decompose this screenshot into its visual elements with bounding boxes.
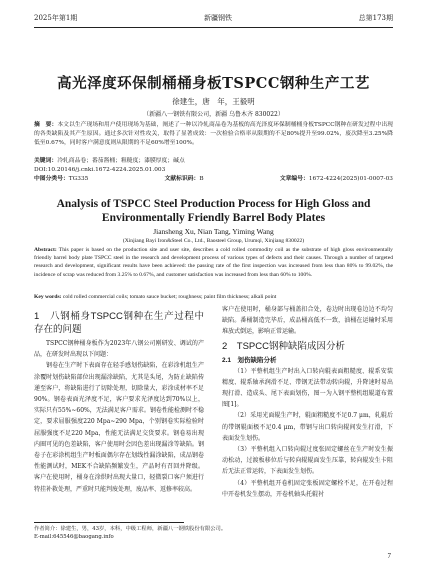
footnote-rule [34, 522, 184, 523]
paragraph: TSPCC钢种桶身板作为2023年八钢公司刚研发、调试的产品，在研发时出现以下问题： [34, 340, 204, 359]
paragraph: （2）采用光面辊生产时，辊面粗糙度不足0.7 μm，轧辊后的带钢辊面极不足0.4 μm，带钢与出口转向辊间发生打滑，下表面发生划伤。 [222, 412, 393, 442]
author-email: E-mail:645546@baogang.info [34, 534, 114, 540]
en-abstract-text: This paper is based on the production site and user site, describes a cold rolled commodity coil as the substrate of high gloss environmentally friendly barrel body plate TSPCC steel in the research and development process of various types of defects and their causes. Through a number of targeted research and development, significant results have been achieved: the passing rate of the first inspection was increased from less than 80% to 99.02%, the incidence of scrap was reduced from 3.25% to 0.67%, and customer satisfaction was increased from less than 60% to 100%. [34, 247, 393, 278]
english-keywords [34, 293, 393, 301]
header-total-issue: 总第173期 [358, 14, 393, 22]
chinese-abstract [34, 121, 393, 148]
document-code: 文献标识码：B [164, 176, 204, 182]
section-heading-2: 2 TSPCC钢种缺陷成因分析 [222, 340, 345, 352]
en-keywords-text: cold rolled commercial coils; tomato sauce bucket; roughness; paint film thickness; alkali point [62, 294, 277, 300]
chinese-title: 高光泽度环保制桶桶身板TSPCC钢种生产工艺 [57, 75, 370, 92]
paragraph: 钢卷在生产时下表面存在轻手感划伤缺陷，在彩涂机组生产涂覆时划伤缺陷部位出现漏涂缺陷，尤其是头尾，为防止缺陷传递至客户，将缺陷进行了切除处理，切除量大，彩涂成材率不足90%。钢卷表面光泽度不足，客户要求光泽度达到70%以上，实际只有55%~60%，无法满足客户需求。钢卷性能检测时不稳定，要求屈服强度220 Mpa~290 Mpa，个别钢卷实际检验时屈服强度不足220 Mpa，性能无法满足交货要求。钢卷易出现内圈可见的色差缺陷，客户使用时会因色差出现漏涂等缺陷。钢卷子在彩涂机组生产时板面偶尔存在划线性漏涂缺陷，成品钢卷性能测试时，MEK不合缺陷频繁发生，产品时有召回并降级。客户在使用时，桶身在涂烘时出现大量口，轻微裂口客户须进行特挂补救处理，严重时只能判废处理，废品率、返修率较高。 [34, 362, 204, 493]
section-heading-1: 1 八钢桶身TSPCC钢种在生产过程中存在的问题 [34, 311, 204, 335]
keywords-label: 关键词： [34, 158, 58, 164]
author-info: 作者简介：徐建生，男，43岁，本科，中级工程师，新疆八一钢铁股份有限公司。 [34, 526, 227, 532]
chinese-affiliation: （新疆八一钢铁有限公司，新疆 乌鲁木齐 830022） [143, 111, 284, 118]
english-authors: Jiansheng Xu, Nian Tang, Yiming Wang [153, 227, 274, 236]
english-title: Analysis of TSPCC Steel Production Process for High Gloss and Environmentally Friendly Barrel Body Plates [56, 198, 371, 224]
subsection-heading: 2.1 划伤缺陷分析 [222, 356, 277, 364]
header-rule [34, 27, 393, 28]
chinese-keywords [34, 157, 393, 166]
right-column [222, 304, 393, 500]
en-keywords-label: Key words: [34, 294, 62, 300]
running-header [34, 12, 393, 24]
page-number: 7 [387, 552, 391, 560]
abstract-text: 本文以生产现场和用户使用现场为基础，阐述了一种以冷轧商品卷为基板的高光泽度环保制桶桶身板TSPCC钢种在研发过程中出现的各类缺陷及其产生原因。通过多次针对性攻关，取得了显著成效：一次检验合格率从限期的不足80%提升至99.02%，废次降至3.25%降低至0.67%，同时客户满意度则从限期的不足60%增至100%。 [34, 122, 393, 146]
left-column [34, 310, 204, 495]
chinese-authors: 徐建生，唐 年，王毅明 [172, 97, 255, 106]
english-abstract [34, 246, 393, 279]
classification-line [34, 175, 393, 184]
english-affiliation: (Xinjiang Bayi Iron&Steel Co., Ltd., Baosteel Group, Urumqi, Xinjiang 830022) [122, 238, 305, 244]
paragraph: 客户在使用时，桶身部与桶盖扣合处，卷边时出现卷边边不均匀缺陷。番桶制造完毕后，成品桶高低不一致，油桶在运输时采用堆放式倒运，影响正常运输。 [222, 306, 393, 336]
header-issue: 2025年第1期 [34, 14, 78, 22]
paragraph: （3）平整机组入口转向辊过度张固定螺丝在生产时发生振动松动，过渡板移位后与转向辊辊面发生压靠，转向辊发生卡阻后无法正常运转，下表面发生划伤。 [222, 446, 393, 476]
paragraph: （4）平整机组开卷机固定张板固定螺栓不足，在开卷过程中开卷机发生摆动，开卷机轴头托辊衬 [222, 479, 393, 498]
abstract-label: 摘 要： [34, 122, 58, 128]
clc-code: 中图分类号：TG335 [34, 176, 89, 182]
doi: DOI:10.20146/j.cnki.1672-4224.2025.01.003 [34, 167, 166, 173]
en-abstract-label: Abstract: [34, 247, 57, 253]
footnote [34, 525, 393, 541]
article-number: 文章编号：1672-4224(2025)01-0007-03 [279, 176, 393, 182]
paragraph: （1）平整机组生产时出入口转向辊表面粗糙度、辊系安装精度、辊系轴承润滑不足、带钢无法带动转向辊，升降速时易出现打滑、造成头、尾下表面划伤，图一为入钢平整机组辊道布置图[1]。 [222, 367, 393, 409]
header-journal: 新疆钢铁 [203, 14, 232, 22]
keywords-text: 冷轧商品卷；番茄酱桶；粗糙度；漆膜厚度；碱点 [57, 158, 185, 164]
